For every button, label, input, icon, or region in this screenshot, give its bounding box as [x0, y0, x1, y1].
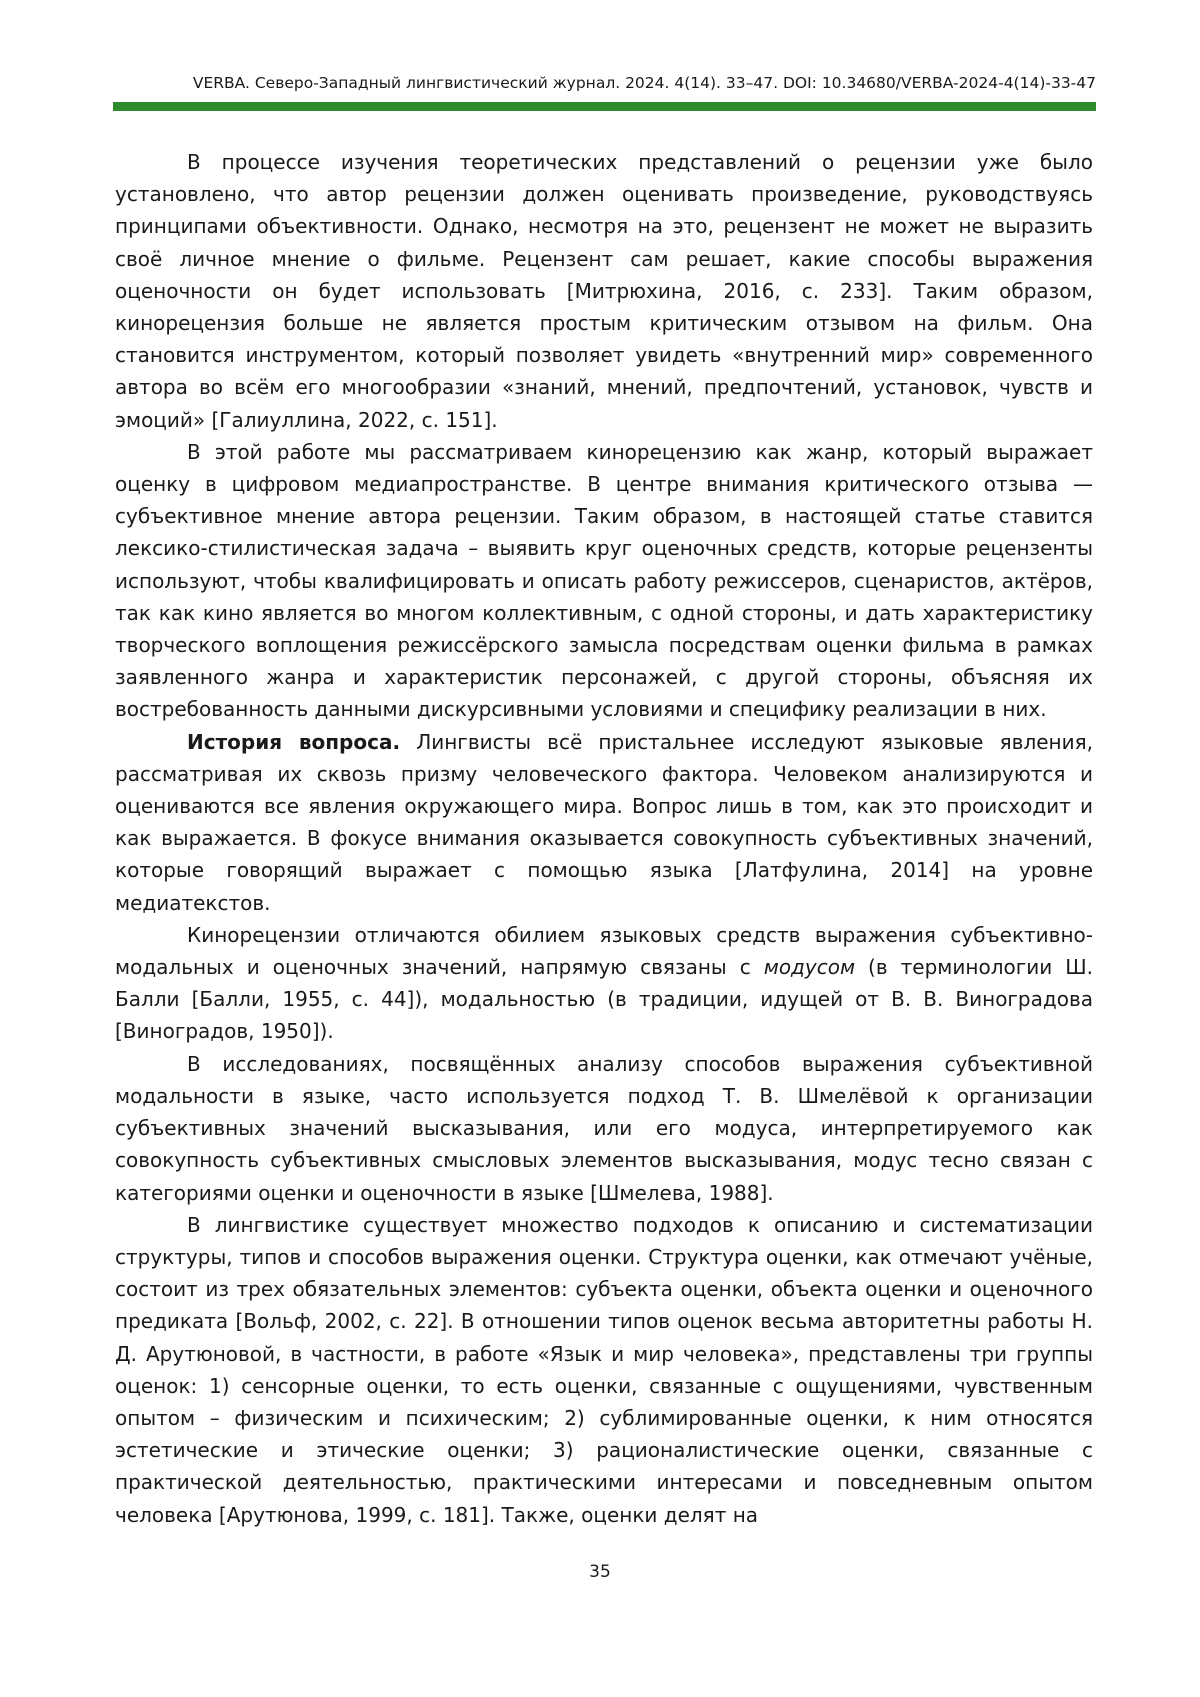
paragraph-3 — [115, 726, 1093, 919]
paragraph-4 — [115, 919, 1093, 1048]
paragraph-1: В процессе изучения теоретических представлений о рецензии уже было установлено, что автор рецензии должен оценивать произведение, руководствуясь принципами объективности. Однако, несмотря на это, рецензент не может не выразить своё личное мнение о фильме. Рецензент сам решает, какие способы выражения оценочности он будет использовать [Митрюхина, 2016, с. 233]. Таким образом, кинорецензия больше не является простым критическим отзывом на фильм. Она становится инструментом, который позволяет увидеть «внутренний мир» современного автора во всём его многообразии «знаний, мнений, предпочтений, установок, чувств и эмоций» [Галиуллина, 2022, с. 151]. — [115, 150, 1093, 432]
paragraph-2: В этой работе мы рассматриваем кинорецензию как жанр, который выражает оценку в цифровом медиапространстве. В центре внимания критического отзыва — субъективное мнение автора рецензии. Таким образом, в настоящей статье ставится лексико-стилистическая задача – выявить круг оценочных средств, которые рецензенты используют, чтобы квалифицировать и описать работу режиссеров, сценаристов, актёров, так как кино является во многом коллективным, с одной стороны, и дать характеристику творческого воплощения режиссёрского замысла посредствам оценки фильма в рамках заявленного жанра и характеристик персонажей, с другой стороны, объясняя их востребованность данными дискурсивными условиями и специфику реализации в них. — [115, 439, 1093, 722]
running-header: VERBA. Северо-Западный лингвистический журнал. 2024. 4(14). 33–47. DOI: 10.34680/VERBA-2024-4(14)-33-47 — [192, 74, 1096, 92]
paragraph-4-text-end: (в терминологии Ш. Балли [Балли, 1955, с. 44]), модальностью (в традиции, идущей от В. В. Виноградова [Виноградов, 1950]). — [115, 955, 1093, 1044]
body-text — [115, 146, 1093, 1531]
section-heading: История вопроса. — [187, 729, 401, 754]
paragraph-6: В лингвистике существует множество подходов к описанию и систематизации структуры, типов и способов выражения оценки. Структура оценки, как отмечают учёные, состоит из трех обязательных элементов: субъекта оценки, объекта оценки и оценочного предиката [Вольф, 2002, с. 22]. В отношении типов оценок весьма авторитетны работы Н. Д. Арутюновой, в частности, в работе «Язык и мир человека», представлены три группы оценок: 1) сенсорные оценки, то есть оценки, связанные с ощущениями, чувственным опытом – физическим и психическим; 2) сублимированные оценки, к ним относятся эстетические и этические оценки; 3) рационалистические оценки, связанные с практической деятельностью, практическими интересами и повседневным опытом человека [Арутюнова, 1999, с. 181]. Также, оценки делят на — [115, 1212, 1093, 1527]
page-number: 35 — [589, 1562, 611, 1582]
paragraph-5: В исследованиях, посвящённых анализу способов выражения субъективной модальности в языке, часто используется подход Т. В. Шмелёвой к организации субъективных значений высказывания, или его модуса, интерпретируемого как совокупность субъективных смысловых элементов высказывания, модус тесно связан с категориями оценки и оценочности в языке [Шмелева, 1988]. — [115, 1051, 1093, 1205]
paragraph-4-text-start: Кинорецензии отличаются обилием языковых средств выражения субъективно-модальных и оценочных значений, напрямую связаны с — [115, 922, 1093, 980]
header-rule — [113, 102, 1096, 111]
paragraph-3-text: Лингвисты всё пристальнее исследуют языковые явления, рассматривая их сквозь призму человеческого фактора. Человеком анализируются и оцениваются все явления окружающего мира. Вопрос лишь в том, как это происходит и как выражается. В фокусе внимания оказывается совокупность субъективных значений, которые говорящий выражает с помощью языка [Латфулина, 2014] на уровне медиатекстов. — [115, 729, 1093, 915]
italic-term: модусом — [763, 955, 856, 980]
